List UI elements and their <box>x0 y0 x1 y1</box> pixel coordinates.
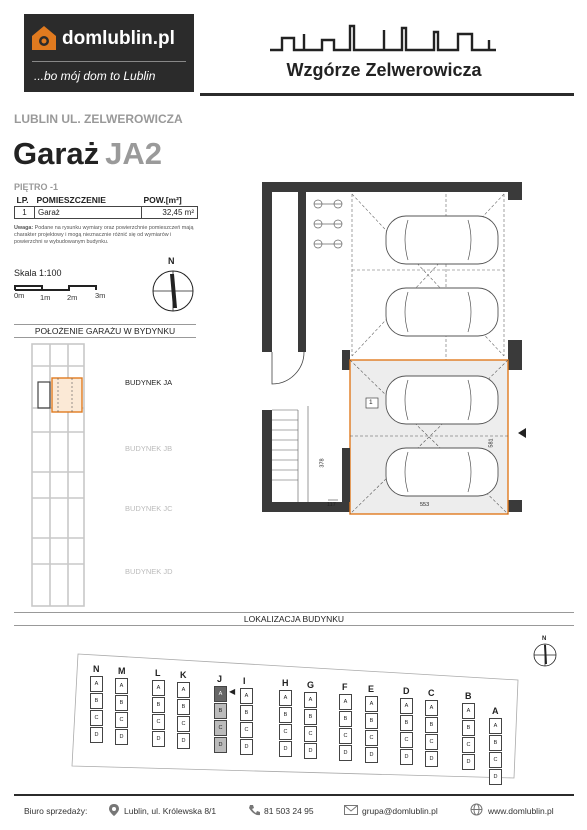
site-building-segment: B <box>304 709 317 725</box>
site-building-segment: A <box>177 682 190 698</box>
site-building-segment: C <box>489 752 502 768</box>
site-building-segment: C <box>177 716 190 732</box>
building-position-diagram <box>28 342 90 608</box>
footer-email[interactable]: grupa@domlublin.pl <box>362 806 438 816</box>
site-building-segment: D <box>152 731 165 747</box>
site-building-segment: A <box>489 718 502 734</box>
room-number-tag: 1 <box>369 399 373 406</box>
disclaimer-note <box>14 225 200 246</box>
site-building-segment: C <box>90 710 103 726</box>
building-jd-label: BUDYNEK JD <box>125 567 173 576</box>
site-building-segment: D <box>365 747 378 763</box>
site-building-segment: B <box>177 699 190 715</box>
footer-website[interactable]: www.domlublin.pl <box>488 806 554 816</box>
site-building-label: E <box>368 684 375 694</box>
building-jb-label: BUDYNEK JB <box>125 444 173 453</box>
site-building-label: L <box>155 668 161 678</box>
phone-icon <box>248 804 260 816</box>
site-building-segment: A <box>304 692 317 708</box>
site-building-segment: B <box>365 713 378 729</box>
col-header-lp: LP. <box>16 195 29 205</box>
location-title: LUBLIN UL. ZELWEROWICZA <box>14 112 183 126</box>
cell-area: 32,45 m² <box>142 207 198 219</box>
cell-room: Garaż <box>35 207 142 219</box>
site-building-segment: C <box>462 737 475 753</box>
col-header-room: POMIESZCZENIE <box>36 195 106 205</box>
site-building-label: G <box>307 680 315 690</box>
site-building-segment: B <box>462 720 475 736</box>
site-building-segment: D <box>214 737 227 753</box>
dim-length: 581 <box>488 438 495 448</box>
site-building-segment: C <box>339 728 352 744</box>
site-building-segment: B <box>115 695 128 711</box>
site-building-segment: C <box>240 722 253 738</box>
site-building-segment: A <box>279 690 292 706</box>
site-building-label: M <box>118 666 126 676</box>
selected-building-pointer-icon: ◀ <box>229 687 236 696</box>
scale-label: Skala 1:100 <box>14 268 62 278</box>
project-name: Wzgórze Zelwerowicza <box>286 60 482 80</box>
brand-tagline: ...bo mój dom to Lublin <box>34 69 156 83</box>
site-building-label: K <box>180 670 187 680</box>
site-building-label: B <box>465 691 472 701</box>
site-building-segment: B <box>400 715 413 731</box>
site-building-label: J <box>217 674 223 684</box>
site-building-segment: C <box>279 724 292 740</box>
table-row <box>15 207 198 219</box>
site-building-segment: D <box>462 754 475 770</box>
site-building-segment: C <box>152 714 165 730</box>
page-title <box>13 136 162 172</box>
site-building-segment: B <box>214 703 227 719</box>
house-logo-icon <box>30 24 58 52</box>
site-building-segment: D <box>489 769 502 785</box>
site-building-segment: A <box>90 676 103 692</box>
rooms-table <box>14 194 198 219</box>
site-building-label: H <box>282 678 289 688</box>
site-building-segment: D <box>400 749 413 765</box>
project-logo <box>264 20 504 86</box>
scale-tick: 0m <box>14 291 25 300</box>
scale-tick: 3m <box>95 291 106 300</box>
note-label: Uwaga: <box>14 225 34 231</box>
site-building-segment: A <box>365 696 378 712</box>
site-building-segment: A <box>425 700 438 716</box>
dim-offset: 117 <box>327 502 336 508</box>
site-building-label: I <box>243 676 246 686</box>
skyline-icon <box>264 20 504 54</box>
site-plan <box>70 650 522 782</box>
dim-width: 553 <box>420 502 430 508</box>
logo-divider <box>32 61 186 62</box>
site-building-segment: B <box>152 697 165 713</box>
unit-type: Garaż <box>13 136 100 171</box>
site-building-label: D <box>403 686 410 696</box>
garage-floor-plan <box>258 180 532 525</box>
site-building-segment: B <box>90 693 103 709</box>
site-building-segment: C <box>400 732 413 748</box>
site-building-segment: C <box>214 720 227 736</box>
site-building-segment: D <box>177 733 190 749</box>
footer-phone[interactable]: 81 503 24 95 <box>264 806 314 816</box>
unit-code: JA2 <box>105 136 163 171</box>
site-building-segment: B <box>339 711 352 727</box>
site-building-segment: D <box>279 741 292 757</box>
footer-address[interactable]: Lublin, ul. Królewska 8/1 <box>124 806 217 816</box>
globe-icon <box>470 803 483 816</box>
map-pin-icon <box>108 803 120 817</box>
site-building-segment: D <box>240 739 253 755</box>
scale-tick: 2m <box>67 293 78 302</box>
floor-label: PIĘTRO -1 <box>14 182 59 192</box>
site-building-segment: D <box>304 743 317 759</box>
note-text: Podane na rysunku wymiary oraz powierzchnie pomieszczeń mają charakter projektowy i mogą nieznacznie różnić się od wymiarów i powierzchni w wybudowanym budynku. <box>14 225 194 245</box>
site-compass-north-label: N <box>542 636 547 642</box>
site-building-segment: A <box>240 688 253 704</box>
site-building-segment: C <box>115 712 128 728</box>
site-building-label: N <box>93 664 100 674</box>
position-section-title: POŁOŻENIE GARAŻU W BYDYNKU <box>14 324 196 338</box>
site-building-segment: B <box>489 735 502 751</box>
footer-label: Biuro sprzedaży: <box>24 806 88 816</box>
dim-door: 378 <box>319 458 326 468</box>
site-building-label: A <box>492 706 499 716</box>
site-building-segment: A <box>115 678 128 694</box>
site-building-segment: D <box>90 727 103 743</box>
localization-section-title: LOKALIZACJA BUDYNKU <box>14 612 574 626</box>
site-building-segment: B <box>279 707 292 723</box>
site-building-segment: D <box>425 751 438 767</box>
site-building-segment: C <box>425 734 438 750</box>
building-ja-label: BUDYNEK JA <box>125 378 173 387</box>
col-header-area: POW.[m²] <box>143 195 182 205</box>
brand-name: domlublin.pl <box>62 28 175 49</box>
site-building-segment: C <box>304 726 317 742</box>
scale-tick: 1m <box>40 293 51 302</box>
site-building-segment: B <box>240 705 253 721</box>
brand-logo[interactable] <box>24 14 194 92</box>
site-building-segment: D <box>115 729 128 745</box>
site-building-segment: A <box>462 703 475 719</box>
site-building-label: F <box>342 682 348 692</box>
site-building-segment: A <box>214 686 227 702</box>
site-building-segment: D <box>339 745 352 761</box>
email-icon <box>344 805 358 815</box>
compass-icon <box>150 262 196 314</box>
compass-north-label: N <box>168 256 175 266</box>
site-building-segment: A <box>152 680 165 696</box>
site-building-segment: A <box>339 694 352 710</box>
header-divider <box>200 93 574 96</box>
site-building-label: C <box>428 688 435 698</box>
site-building-segment: A <box>400 698 413 714</box>
site-building-segment: B <box>425 717 438 733</box>
footer-divider <box>14 794 574 796</box>
building-jc-label: BUDYNEK JC <box>125 504 173 513</box>
site-building-segment: C <box>365 730 378 746</box>
cell-lp: 1 <box>15 207 35 219</box>
